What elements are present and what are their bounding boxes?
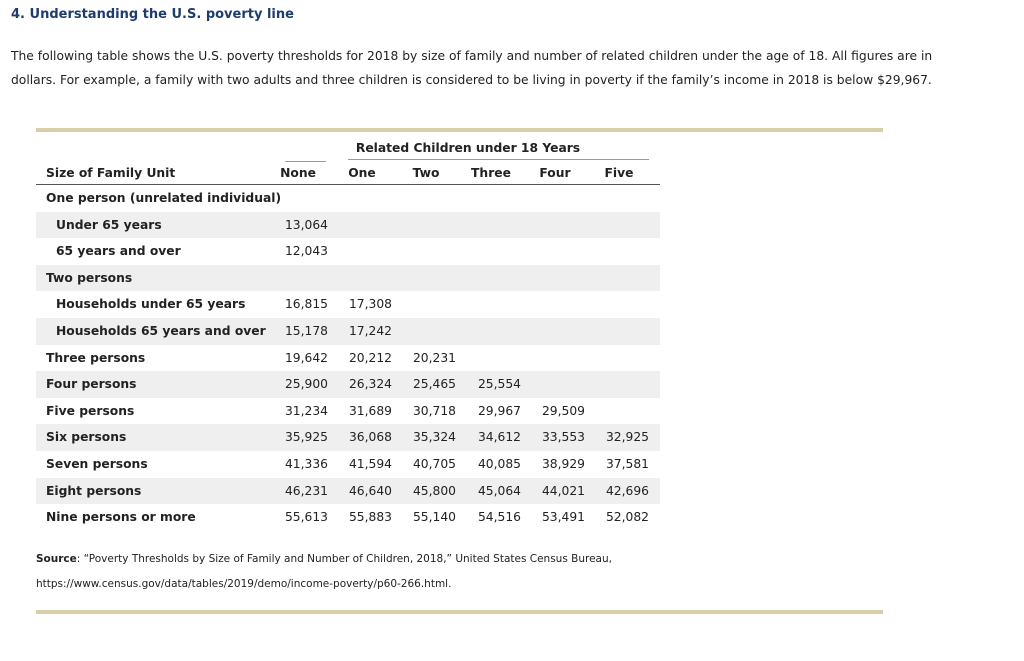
table-cell: 46,640 — [348, 483, 392, 498]
section-heading: 4. Understanding the U.S. poverty line — [11, 7, 294, 22]
table-cell: 52,082 — [605, 510, 649, 525]
table-cell: 35,925 — [284, 430, 328, 445]
table-cell: 40,085 — [477, 456, 521, 471]
row-label: Nine persons or more — [46, 510, 196, 525]
table-cell: 42,696 — [605, 483, 649, 498]
row-label: Under 65 years — [56, 217, 162, 232]
table-cell: 41,594 — [348, 456, 392, 471]
source-text: : “Poverty Thresholds by Size of Family and Number of Children, 2018,” United States Census Bureau, — [76, 553, 612, 565]
table-row — [36, 265, 660, 292]
table-body — [36, 185, 660, 531]
table-cell: 36,068 — [348, 430, 392, 445]
column-header-five: Five — [604, 166, 634, 180]
row-label: One person (unrelated individual) — [46, 191, 282, 205]
table-cell: 20,212 — [348, 350, 392, 365]
table-cell: 29,967 — [477, 403, 521, 418]
row-label: Three persons — [46, 350, 146, 365]
column-header-three: Three — [471, 166, 511, 180]
top-rule — [36, 128, 883, 132]
table-row — [36, 212, 660, 239]
bottom-rule — [36, 610, 883, 614]
column-header-none: None — [280, 166, 316, 180]
table-cell: 29,509 — [541, 403, 585, 418]
table-cell: 46,231 — [284, 483, 328, 498]
table-cell: 45,064 — [477, 483, 521, 498]
table-cell: 33,553 — [541, 430, 585, 445]
row-label: Two persons — [46, 270, 133, 285]
source-url: https://www.census.gov/data/tables/2019/demo/income-poverty/p60-266.html. — [36, 578, 452, 590]
table-row — [36, 371, 660, 398]
table-cell: 15,178 — [284, 323, 328, 338]
table-cell: 17,308 — [348, 297, 392, 312]
table-header-row — [36, 161, 660, 185]
table-cell: 55,613 — [284, 510, 328, 525]
table-cell: 25,554 — [477, 377, 521, 392]
table-cell: 55,140 — [412, 510, 456, 525]
table-cell: 30,718 — [412, 403, 456, 418]
table-cell: 13,064 — [284, 217, 328, 232]
row-label: Seven persons — [46, 456, 148, 471]
table-cell: 16,815 — [284, 297, 328, 312]
table-row — [36, 424, 660, 451]
table-cell: 44,021 — [541, 483, 585, 498]
table-row — [36, 291, 660, 318]
table-cell: 37,581 — [605, 456, 649, 471]
table-cell: 26,324 — [348, 377, 392, 392]
table-cell: 41,336 — [284, 456, 328, 471]
none-header-line — [285, 161, 326, 162]
table-cell: 12,043 — [284, 244, 328, 259]
table-cell: 34,612 — [477, 430, 521, 445]
column-header-two: Two — [412, 166, 440, 180]
column-header-family-size: Size of Family Unit — [46, 166, 176, 180]
table-cell: 25,465 — [412, 377, 456, 392]
column-header-four: Four — [539, 166, 571, 180]
table-row — [36, 398, 660, 425]
table-cell: 55,883 — [348, 510, 392, 525]
table-cell: 45,800 — [412, 483, 456, 498]
table-row — [36, 504, 660, 531]
table-row — [36, 318, 660, 345]
table-cell: 17,242 — [348, 323, 392, 338]
table-cell: 38,929 — [541, 456, 585, 471]
table-row — [36, 478, 660, 505]
row-label: 65 years and over — [56, 244, 181, 259]
table-row — [36, 238, 660, 265]
table-cell: 40,705 — [412, 456, 456, 471]
source-note — [36, 547, 736, 597]
column-header-one: One — [348, 166, 376, 180]
row-label: Five persons — [46, 403, 135, 418]
table-cell: 35,324 — [412, 430, 456, 445]
table-cell: 25,900 — [284, 377, 328, 392]
table-row — [36, 185, 660, 212]
row-label: Four persons — [46, 377, 137, 392]
table-cell: 19,642 — [284, 350, 328, 365]
row-label: Six persons — [46, 430, 127, 445]
table-row — [36, 345, 660, 372]
table-cell: 31,689 — [348, 403, 392, 418]
table-cell: 54,516 — [477, 510, 521, 525]
row-label: Households 65 years and over — [56, 323, 266, 338]
table-cell: 32,925 — [605, 430, 649, 445]
intro-paragraph: The following table shows the U.S. poverty thresholds for 2018 by size of family and number of related children under the age of 18. All figures are in dollars. For example, a family with two adults and three children is considered to be living in poverty if the family’s income in 2018 is below $29,967. — [11, 49, 933, 87]
table-cell: 20,231 — [412, 350, 456, 365]
table-cell: 53,491 — [541, 510, 585, 525]
table-cell: 31,234 — [284, 403, 328, 418]
row-label: Eight persons — [46, 483, 142, 498]
group-header-underline — [348, 159, 649, 160]
group-header: Related Children under 18 Years — [355, 141, 581, 155]
row-label: Households under 65 years — [56, 297, 246, 312]
table-row — [36, 451, 660, 478]
source-label: Source — [36, 553, 77, 565]
